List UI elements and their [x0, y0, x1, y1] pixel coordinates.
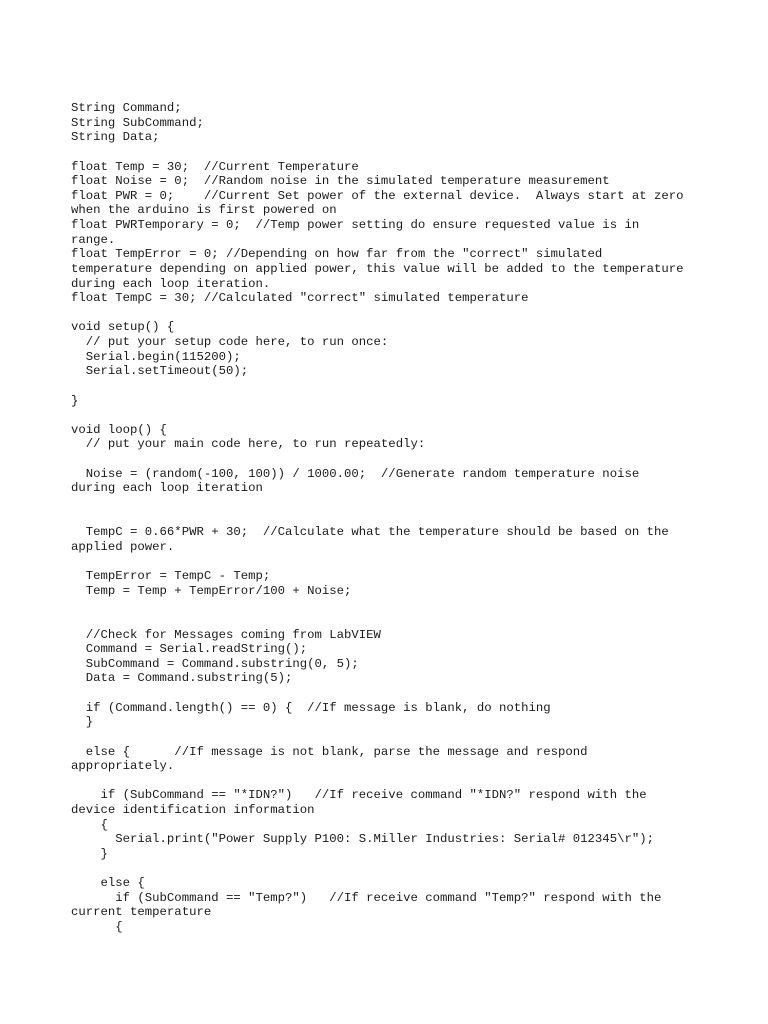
code-line: [71, 496, 711, 511]
code-line: Serial.setTimeout(50);: [71, 364, 249, 379]
code-line: if (SubCommand == "Temp?") //If receive command "Temp?" respond with the: [71, 890, 662, 905]
code-line: float Noise = 0; //Random noise in the simulated temperature measurement: [71, 174, 610, 189]
code-line: [71, 774, 711, 789]
code-line: void setup() {: [71, 320, 175, 335]
code-line: [71, 613, 711, 628]
code-line: void loop() {: [71, 422, 167, 437]
code-line: float PWRTemporary = 0; //Temp power setting do ensure requested value is in: [71, 218, 640, 232]
code-line: if (Command.length() == 0) { //If message is blank, do nothing: [71, 700, 551, 715]
code-line: Serial.begin(115200);: [71, 349, 241, 364]
code-line: {: [71, 920, 123, 934]
code-line: Noise = (random(-100, 100)) / 1000.00; //Generate random temperature noise: [71, 466, 640, 481]
code-line: // put your setup code here, to run once:: [71, 335, 389, 349]
code-line: during each loop iteration: [71, 481, 263, 496]
code-line: String Data;: [71, 130, 160, 145]
code-line: current temperature: [71, 905, 212, 920]
code-line: if (SubCommand == "*IDN?") //If receive command "*IDN?" respond with the: [71, 788, 647, 803]
code-line: [71, 554, 711, 569]
code-line: [71, 145, 711, 160]
code-line: // put your main code here, to run repeatedly:: [71, 437, 426, 452]
code-line: }: [71, 715, 94, 730]
code-line: {: [71, 817, 108, 832]
code-line: SubCommand = Command.substring(0, 5);: [71, 656, 359, 671]
code-line: TempError = TempC - Temp;: [71, 569, 271, 583]
code-line: [71, 598, 711, 613]
code-line: [71, 862, 711, 877]
code-line: [71, 379, 711, 394]
code-line: float PWR = 0; //Current Set power of the external device. Always start at zero: [71, 188, 684, 203]
code-line: during each loop iteration.: [71, 276, 271, 291]
code-line: applied power.: [71, 539, 175, 554]
code-line: appropriately.: [71, 759, 175, 774]
code-line: Serial.print("Power Supply P100: S.Miller Industries: Serial# 012345\r");: [71, 832, 654, 847]
code-line: temperature depending on applied power, this value will be added to the temperature: [71, 261, 684, 276]
code-line: Temp = Temp + TempError/100 + Noise;: [71, 583, 352, 598]
code-line: Command = Serial.readString();: [71, 642, 308, 657]
code-line: String Command;: [71, 101, 182, 115]
code-line: TempC = 0.66*PWR + 30; //Calculate what the temperature should be based on the: [71, 525, 669, 540]
code-line: else { //If message is not blank, parse the message and respond: [71, 744, 588, 759]
code-line: float TempError = 0; //Depending on how far from the "correct" simulated: [71, 247, 603, 262]
code-line: Data = Command.substring(5);: [71, 671, 293, 686]
code-line: float TempC = 30; //Calculated "correct" simulated temperature: [71, 291, 529, 306]
code-line: [71, 730, 711, 745]
code-line: float Temp = 30; //Current Temperature: [71, 159, 359, 174]
code-line: when the arduino is first powered on: [71, 203, 337, 218]
code-line: range.: [71, 232, 116, 247]
code-line: device identification information: [71, 803, 315, 817]
code-line: [71, 452, 711, 467]
code-line: [71, 408, 711, 423]
code-line: [71, 511, 711, 526]
code-line: }: [71, 846, 108, 861]
code-line: [71, 686, 711, 701]
code-document: [71, 101, 711, 935]
code-line: String SubCommand;: [71, 115, 204, 130]
code-line: //Check for Messages coming from LabVIEW: [71, 627, 381, 642]
code-line: [71, 306, 711, 321]
code-line: }: [71, 393, 79, 408]
code-line: else {: [71, 876, 145, 891]
